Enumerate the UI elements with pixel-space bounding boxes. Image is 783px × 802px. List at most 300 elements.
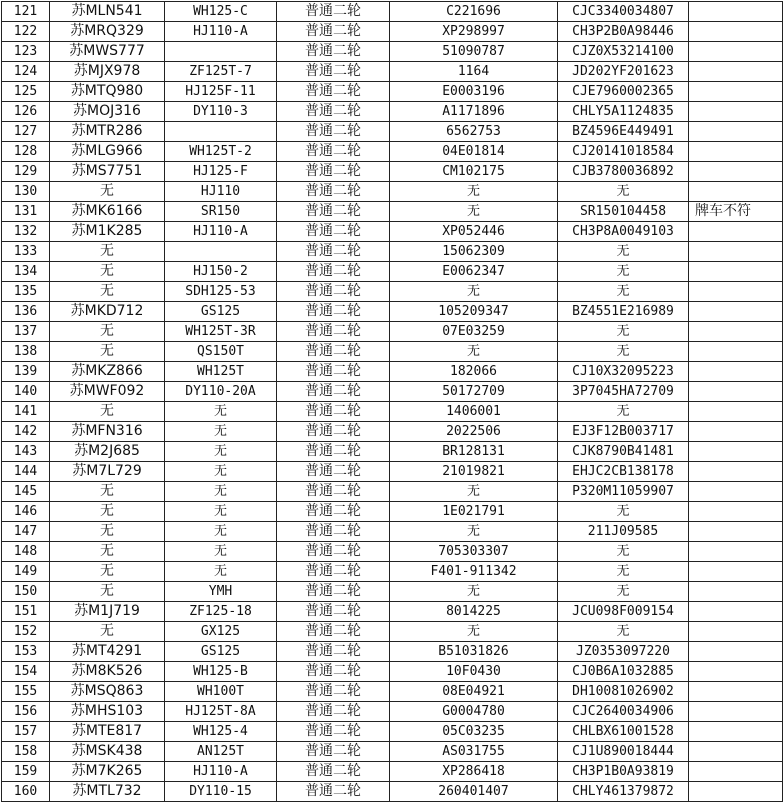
row-number-cell: 150 — [2, 582, 50, 602]
frame-number-cell: 无 — [558, 402, 689, 422]
model-cell: HJ110-A — [165, 222, 277, 242]
engine-number-cell: 04E01814 — [390, 142, 558, 162]
plate-cell: 无 — [50, 262, 165, 282]
vehicle-type-cell: 普通二轮 — [277, 202, 390, 222]
remark-cell — [689, 662, 783, 682]
frame-number-cell: 无 — [558, 242, 689, 262]
row-number-cell: 141 — [2, 402, 50, 422]
table-row — [2, 662, 783, 682]
plate-cell: 无 — [50, 282, 165, 302]
engine-number-cell: 705303307 — [390, 542, 558, 562]
engine-number-cell: E0062347 — [390, 262, 558, 282]
table-row — [2, 562, 783, 582]
frame-number-cell: CH3P2B0A98446 — [558, 22, 689, 42]
row-number-cell: 121 — [2, 2, 50, 22]
table-row — [2, 702, 783, 722]
remark-cell — [689, 702, 783, 722]
frame-number-cell: 3P7045HA72709 — [558, 382, 689, 402]
row-number-cell: 139 — [2, 362, 50, 382]
row-number-cell: 138 — [2, 342, 50, 362]
frame-number-cell: SR150104458 — [558, 202, 689, 222]
engine-number-cell: 08E04921 — [390, 682, 558, 702]
remark-cell — [689, 402, 783, 422]
model-cell: 无 — [165, 482, 277, 502]
frame-number-cell: EJ3F12B003717 — [558, 422, 689, 442]
row-number-cell: 143 — [2, 442, 50, 462]
vehicle-type-cell: 普通二轮 — [277, 522, 390, 542]
engine-number-cell: AS031755 — [390, 742, 558, 762]
frame-number-cell: BZ4551E216989 — [558, 302, 689, 322]
row-number-cell: 148 — [2, 542, 50, 562]
table-row — [2, 762, 783, 782]
plate-cell: 苏MK6166 — [50, 202, 165, 222]
plate-cell: 无 — [50, 242, 165, 262]
vehicle-type-cell: 普通二轮 — [277, 282, 390, 302]
table-row — [2, 582, 783, 602]
frame-number-cell: DH10081026902 — [558, 682, 689, 702]
engine-number-cell: E0003196 — [390, 82, 558, 102]
remark-cell — [689, 742, 783, 762]
row-number-cell: 146 — [2, 502, 50, 522]
vehicle-type-cell: 普通二轮 — [277, 782, 390, 802]
table-row — [2, 2, 783, 22]
remark-cell — [689, 782, 783, 802]
frame-number-cell: 无 — [558, 262, 689, 282]
table-row — [2, 362, 783, 382]
vehicle-type-cell: 普通二轮 — [277, 122, 390, 142]
row-number-cell: 155 — [2, 682, 50, 702]
row-number-cell: 134 — [2, 262, 50, 282]
engine-number-cell: B51031826 — [390, 642, 558, 662]
plate-cell: 无 — [50, 342, 165, 362]
model-cell — [165, 122, 277, 142]
frame-number-cell: CH3P8A0049103 — [558, 222, 689, 242]
remark-cell — [689, 222, 783, 242]
remark-cell — [689, 422, 783, 442]
engine-number-cell: XP052446 — [390, 222, 558, 242]
vehicle-type-cell: 普通二轮 — [277, 22, 390, 42]
plate-cell: 苏MHS103 — [50, 702, 165, 722]
plate-cell: 苏MLN541 — [50, 2, 165, 22]
model-cell: WH125-B — [165, 662, 277, 682]
remark-cell — [689, 442, 783, 462]
remark-cell — [689, 2, 783, 22]
engine-number-cell: 8014225 — [390, 602, 558, 622]
vehicle-type-cell: 普通二轮 — [277, 382, 390, 402]
table-row — [2, 382, 783, 402]
model-cell: 无 — [165, 422, 277, 442]
vehicle-type-cell: 普通二轮 — [277, 402, 390, 422]
remark-cell — [689, 762, 783, 782]
vehicle-type-cell: 普通二轮 — [277, 82, 390, 102]
engine-number-cell: 1164 — [390, 62, 558, 82]
table-row — [2, 322, 783, 342]
model-cell: WH125T-3R — [165, 322, 277, 342]
vehicle-type-cell: 普通二轮 — [277, 302, 390, 322]
engine-number-cell: 2022506 — [390, 422, 558, 442]
table-row — [2, 262, 783, 282]
vehicle-type-cell: 普通二轮 — [277, 222, 390, 242]
engine-number-cell: 无 — [390, 182, 558, 202]
vehicle-type-cell: 普通二轮 — [277, 62, 390, 82]
table-row — [2, 342, 783, 362]
plate-cell: 苏M1J719 — [50, 602, 165, 622]
model-cell: GS125 — [165, 642, 277, 662]
frame-number-cell: JD202YF201623 — [558, 62, 689, 82]
remark-cell — [689, 602, 783, 622]
table-row — [2, 202, 783, 222]
engine-number-cell: 无 — [390, 282, 558, 302]
engine-number-cell: G0004780 — [390, 702, 558, 722]
frame-number-cell: JCU098F009154 — [558, 602, 689, 622]
row-number-cell: 154 — [2, 662, 50, 682]
remark-cell — [689, 722, 783, 742]
table-row — [2, 102, 783, 122]
model-cell: DY110-20A — [165, 382, 277, 402]
plate-cell: 无 — [50, 562, 165, 582]
model-cell: HJ110-A — [165, 22, 277, 42]
model-cell: 无 — [165, 442, 277, 462]
vehicle-type-cell: 普通二轮 — [277, 102, 390, 122]
row-number-cell: 122 — [2, 22, 50, 42]
model-cell: WH125-4 — [165, 722, 277, 742]
row-number-cell: 151 — [2, 602, 50, 622]
remark-cell — [689, 542, 783, 562]
table-row — [2, 82, 783, 102]
plate-cell: 苏M7K265 — [50, 762, 165, 782]
plate-cell: 苏M7L729 — [50, 462, 165, 482]
remark-cell — [689, 582, 783, 602]
vehicle-type-cell: 普通二轮 — [277, 582, 390, 602]
model-cell: HJ125-F — [165, 162, 277, 182]
frame-number-cell: CJE7960002365 — [558, 82, 689, 102]
frame-number-cell: 无 — [558, 622, 689, 642]
remark-cell — [689, 462, 783, 482]
plate-cell: 苏MSQ863 — [50, 682, 165, 702]
row-number-cell: 149 — [2, 562, 50, 582]
engine-number-cell: 6562753 — [390, 122, 558, 142]
model-cell: 无 — [165, 402, 277, 422]
remark-cell — [689, 302, 783, 322]
row-number-cell: 158 — [2, 742, 50, 762]
frame-number-cell: EHJC2CB138178 — [558, 462, 689, 482]
vehicle-type-cell: 普通二轮 — [277, 562, 390, 582]
table-body — [2, 2, 783, 802]
row-number-cell: 133 — [2, 242, 50, 262]
remark-cell — [689, 242, 783, 262]
frame-number-cell: 无 — [558, 582, 689, 602]
vehicle-type-cell: 普通二轮 — [277, 262, 390, 282]
remark-cell — [689, 62, 783, 82]
row-number-cell: 145 — [2, 482, 50, 502]
plate-cell: 苏M1K285 — [50, 222, 165, 242]
plate-cell: 无 — [50, 182, 165, 202]
model-cell: WH125-C — [165, 2, 277, 22]
engine-number-cell: 182066 — [390, 362, 558, 382]
plate-cell: 苏MTL732 — [50, 782, 165, 802]
engine-number-cell: 1406001 — [390, 402, 558, 422]
plate-cell: 无 — [50, 582, 165, 602]
frame-number-cell: 无 — [558, 502, 689, 522]
model-cell: SR150 — [165, 202, 277, 222]
model-cell: WH125T — [165, 362, 277, 382]
remark-cell — [689, 622, 783, 642]
remark-cell — [689, 502, 783, 522]
plate-cell: 苏M8K526 — [50, 662, 165, 682]
table-row — [2, 42, 783, 62]
vehicle-type-cell: 普通二轮 — [277, 462, 390, 482]
remark-cell — [689, 22, 783, 42]
table-row — [2, 122, 783, 142]
vehicle-type-cell: 普通二轮 — [277, 322, 390, 342]
engine-number-cell: 50172709 — [390, 382, 558, 402]
table-row — [2, 502, 783, 522]
vehicle-type-cell: 普通二轮 — [277, 662, 390, 682]
vehicle-type-cell: 普通二轮 — [277, 762, 390, 782]
model-cell: DY110-15 — [165, 782, 277, 802]
row-number-cell: 136 — [2, 302, 50, 322]
remark-cell — [689, 82, 783, 102]
plate-cell: 苏MTQ980 — [50, 82, 165, 102]
plate-cell: 苏MRQ329 — [50, 22, 165, 42]
engine-number-cell: 无 — [390, 342, 558, 362]
plate-cell: 苏MS7751 — [50, 162, 165, 182]
engine-number-cell: 05C03235 — [390, 722, 558, 742]
model-cell: SDH125-53 — [165, 282, 277, 302]
engine-number-cell: 260401407 — [390, 782, 558, 802]
frame-number-cell: CJ20141018584 — [558, 142, 689, 162]
engine-number-cell: A1171896 — [390, 102, 558, 122]
engine-number-cell: 1E021791 — [390, 502, 558, 522]
row-number-cell: 144 — [2, 462, 50, 482]
plate-cell: 苏MTE817 — [50, 722, 165, 742]
frame-number-cell: JZ0353097220 — [558, 642, 689, 662]
engine-number-cell: 无 — [390, 622, 558, 642]
row-number-cell: 130 — [2, 182, 50, 202]
plate-cell: 无 — [50, 522, 165, 542]
table-row — [2, 722, 783, 742]
frame-number-cell: 无 — [558, 342, 689, 362]
plate-cell: 苏M2J685 — [50, 442, 165, 462]
plate-cell: 无 — [50, 322, 165, 342]
row-number-cell: 140 — [2, 382, 50, 402]
remark-cell — [689, 182, 783, 202]
model-cell: 无 — [165, 522, 277, 542]
frame-number-cell: CH3P1B0A93819 — [558, 762, 689, 782]
table-row — [2, 682, 783, 702]
model-cell: 无 — [165, 562, 277, 582]
remark-cell — [689, 562, 783, 582]
remark-cell: 牌车不符 — [689, 202, 783, 222]
vehicle-type-cell: 普通二轮 — [277, 742, 390, 762]
vehicle-type-cell: 普通二轮 — [277, 362, 390, 382]
vehicle-type-cell: 普通二轮 — [277, 482, 390, 502]
engine-number-cell: BR128131 — [390, 442, 558, 462]
table-row — [2, 482, 783, 502]
table-row — [2, 602, 783, 622]
row-number-cell: 128 — [2, 142, 50, 162]
frame-number-cell: 无 — [558, 282, 689, 302]
vehicle-type-cell: 普通二轮 — [277, 542, 390, 562]
frame-number-cell: 211J09585 — [558, 522, 689, 542]
engine-number-cell: C221696 — [390, 2, 558, 22]
model-cell: HJ150-2 — [165, 262, 277, 282]
vehicle-type-cell: 普通二轮 — [277, 422, 390, 442]
frame-number-cell: 无 — [558, 182, 689, 202]
model-cell: 无 — [165, 542, 277, 562]
vehicle-type-cell: 普通二轮 — [277, 42, 390, 62]
row-number-cell: 142 — [2, 422, 50, 442]
engine-number-cell: CM102175 — [390, 162, 558, 182]
vehicle-type-cell: 普通二轮 — [277, 642, 390, 662]
frame-number-cell: CJC3340034807 — [558, 2, 689, 22]
model-cell: WH100T — [165, 682, 277, 702]
remark-cell — [689, 382, 783, 402]
table-row — [2, 742, 783, 762]
frame-number-cell: CJ1U890018444 — [558, 742, 689, 762]
table-row — [2, 402, 783, 422]
row-number-cell: 124 — [2, 62, 50, 82]
table-row — [2, 282, 783, 302]
remark-cell — [689, 162, 783, 182]
row-number-cell: 157 — [2, 722, 50, 742]
frame-number-cell: CJZ0X53214100 — [558, 42, 689, 62]
remark-cell — [689, 642, 783, 662]
table-row — [2, 462, 783, 482]
vehicle-type-cell: 普通二轮 — [277, 2, 390, 22]
model-cell — [165, 42, 277, 62]
frame-number-cell: CHLY461379872 — [558, 782, 689, 802]
model-cell: HJ125T-8A — [165, 702, 277, 722]
remark-cell — [689, 42, 783, 62]
frame-number-cell: CJ0B6A1032885 — [558, 662, 689, 682]
row-number-cell: 135 — [2, 282, 50, 302]
table-row — [2, 22, 783, 42]
model-cell: HJ110 — [165, 182, 277, 202]
plate-cell: 苏MWS777 — [50, 42, 165, 62]
table-row — [2, 422, 783, 442]
model-cell: HJ125F-11 — [165, 82, 277, 102]
plate-cell: 无 — [50, 542, 165, 562]
frame-number-cell: 无 — [558, 562, 689, 582]
vehicle-table — [1, 1, 783, 802]
row-number-cell: 147 — [2, 522, 50, 542]
vehicle-type-cell: 普通二轮 — [277, 722, 390, 742]
model-cell: GS125 — [165, 302, 277, 322]
model-cell: ZF125T-7 — [165, 62, 277, 82]
plate-cell: 苏MLG966 — [50, 142, 165, 162]
table-row — [2, 62, 783, 82]
frame-number-cell: BZ4596E449491 — [558, 122, 689, 142]
plate-cell: 苏MWF092 — [50, 382, 165, 402]
engine-number-cell: XP286418 — [390, 762, 558, 782]
table-row — [2, 782, 783, 802]
table-row — [2, 622, 783, 642]
frame-number-cell: CHLBX61001528 — [558, 722, 689, 742]
frame-number-cell: CJ10X32095223 — [558, 362, 689, 382]
engine-number-cell: 无 — [390, 522, 558, 542]
engine-number-cell: 无 — [390, 482, 558, 502]
vehicle-type-cell: 普通二轮 — [277, 682, 390, 702]
plate-cell: 苏MFN316 — [50, 422, 165, 442]
frame-number-cell: CJC2640034906 — [558, 702, 689, 722]
vehicle-type-cell: 普通二轮 — [277, 702, 390, 722]
plate-cell: 苏MSK438 — [50, 742, 165, 762]
table-row — [2, 442, 783, 462]
row-number-cell: 125 — [2, 82, 50, 102]
model-cell: 无 — [165, 462, 277, 482]
model-cell: QS150T — [165, 342, 277, 362]
row-number-cell: 129 — [2, 162, 50, 182]
table-row — [2, 162, 783, 182]
table-row — [2, 522, 783, 542]
model-cell: GX125 — [165, 622, 277, 642]
plate-cell: 无 — [50, 622, 165, 642]
engine-number-cell: 10F0430 — [390, 662, 558, 682]
row-number-cell: 137 — [2, 322, 50, 342]
vehicle-type-cell: 普通二轮 — [277, 502, 390, 522]
engine-number-cell: XP298997 — [390, 22, 558, 42]
plate-cell: 苏MT4291 — [50, 642, 165, 662]
remark-cell — [689, 522, 783, 542]
row-number-cell: 152 — [2, 622, 50, 642]
remark-cell — [689, 342, 783, 362]
plate-cell: 苏MOJ316 — [50, 102, 165, 122]
model-cell: ZF125-18 — [165, 602, 277, 622]
remark-cell — [689, 122, 783, 142]
row-number-cell: 123 — [2, 42, 50, 62]
engine-number-cell: 21019821 — [390, 462, 558, 482]
remark-cell — [689, 142, 783, 162]
table-row — [2, 182, 783, 202]
frame-number-cell: CJK8790B41481 — [558, 442, 689, 462]
engine-number-cell: 07E03259 — [390, 322, 558, 342]
plate-cell: 苏MJX978 — [50, 62, 165, 82]
engine-number-cell: 15062309 — [390, 242, 558, 262]
row-number-cell: 156 — [2, 702, 50, 722]
model-cell: WH125T-2 — [165, 142, 277, 162]
engine-number-cell: 无 — [390, 582, 558, 602]
vehicle-type-cell: 普通二轮 — [277, 142, 390, 162]
remark-cell — [689, 282, 783, 302]
row-number-cell: 159 — [2, 762, 50, 782]
remark-cell — [689, 102, 783, 122]
table-row — [2, 222, 783, 242]
model-cell: YMH — [165, 582, 277, 602]
row-number-cell: 132 — [2, 222, 50, 242]
remark-cell — [689, 482, 783, 502]
row-number-cell: 160 — [2, 782, 50, 802]
frame-number-cell: 无 — [558, 542, 689, 562]
model-cell — [165, 242, 277, 262]
remark-cell — [689, 322, 783, 342]
table-row — [2, 642, 783, 662]
plate-cell: 苏MKD712 — [50, 302, 165, 322]
frame-number-cell: 无 — [558, 322, 689, 342]
plate-cell: 无 — [50, 502, 165, 522]
remark-cell — [689, 262, 783, 282]
frame-number-cell: CJB3780036892 — [558, 162, 689, 182]
row-number-cell: 127 — [2, 122, 50, 142]
vehicle-type-cell: 普通二轮 — [277, 342, 390, 362]
plate-cell: 无 — [50, 402, 165, 422]
table-row — [2, 142, 783, 162]
remark-cell — [689, 682, 783, 702]
table-row — [2, 242, 783, 262]
model-cell: 无 — [165, 502, 277, 522]
model-cell: HJ110-A — [165, 762, 277, 782]
engine-number-cell: 51090787 — [390, 42, 558, 62]
